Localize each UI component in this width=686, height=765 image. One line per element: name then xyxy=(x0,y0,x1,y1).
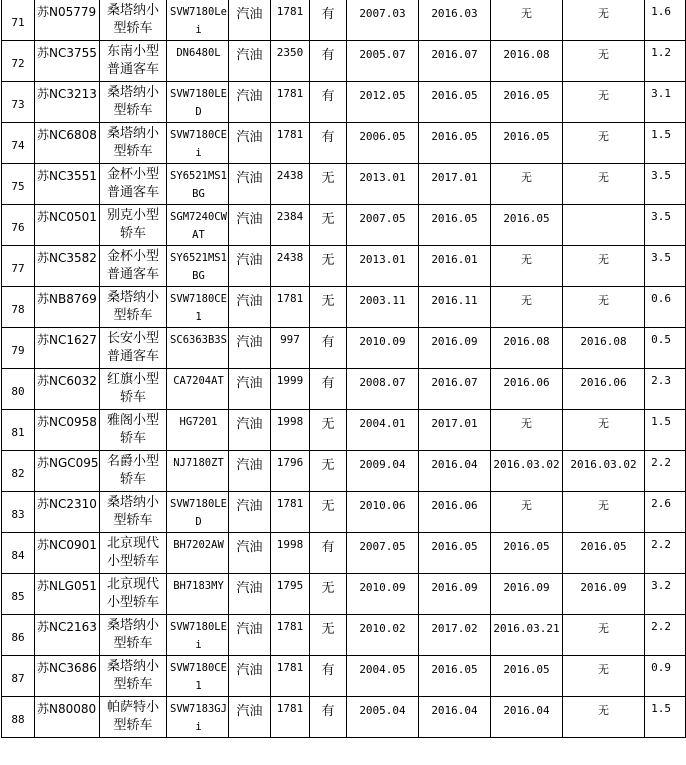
displacement: 1796 xyxy=(271,451,310,492)
vehicle-model: SVW7180CE1 xyxy=(167,656,229,697)
maintenance-date: 无 xyxy=(563,246,645,287)
vehicle-table-body xyxy=(2,0,686,738)
displacement: 2438 xyxy=(271,246,310,287)
displacement: 1999 xyxy=(271,369,310,410)
plate-number: 苏NLG051 xyxy=(35,574,100,615)
inspection-date: 2017.01 xyxy=(419,410,491,451)
table-row xyxy=(2,697,686,738)
row-index: 73 xyxy=(2,82,35,123)
register-date: 2006.05 xyxy=(347,123,419,164)
maintenance-date: 无 xyxy=(563,615,645,656)
row-index: 81 xyxy=(2,410,35,451)
amount-value: 0.9 xyxy=(645,656,686,697)
amount-value: 1.5 xyxy=(645,410,686,451)
has-flag: 无 xyxy=(310,246,347,287)
amount-value: 2.2 xyxy=(645,615,686,656)
maintenance-date: 2016.08 xyxy=(563,328,645,369)
inspection-date: 2016.05 xyxy=(419,205,491,246)
inspection-date: 2016.04 xyxy=(419,451,491,492)
displacement: 1781 xyxy=(271,492,310,533)
vehicle-model: SVW7180LEi xyxy=(167,615,229,656)
fuel-type: 汽油 xyxy=(229,451,271,492)
register-date: 2013.01 xyxy=(347,246,419,287)
displacement: 1998 xyxy=(271,533,310,574)
register-date: 2004.05 xyxy=(347,656,419,697)
row-index: 87 xyxy=(2,656,35,697)
amount-value: 2.2 xyxy=(645,533,686,574)
has-flag: 有 xyxy=(310,123,347,164)
register-date: 2005.04 xyxy=(347,697,419,738)
has-flag: 无 xyxy=(310,410,347,451)
table-row xyxy=(2,492,686,533)
table-row xyxy=(2,451,686,492)
amount-value: 2.2 xyxy=(645,451,686,492)
has-flag: 有 xyxy=(310,697,347,738)
vehicle-type: 雅阁小型轿车 xyxy=(100,410,167,451)
vehicle-model: SY6521MS1BG xyxy=(167,246,229,287)
row-index: 85 xyxy=(2,574,35,615)
insurance-date: 2016.05 xyxy=(491,205,563,246)
inspection-date: 2016.06 xyxy=(419,492,491,533)
fuel-type: 汽油 xyxy=(229,615,271,656)
vehicle-model: BH7183MY xyxy=(167,574,229,615)
row-index: 74 xyxy=(2,123,35,164)
register-date: 2008.07 xyxy=(347,369,419,410)
insurance-date: 无 xyxy=(491,164,563,205)
maintenance-date: 2016.06 xyxy=(563,369,645,410)
plate-number: 苏NC0501 xyxy=(35,205,100,246)
insurance-date: 2016.04 xyxy=(491,697,563,738)
vehicle-model: BH7202AW xyxy=(167,533,229,574)
has-flag: 有 xyxy=(310,0,347,41)
row-index: 86 xyxy=(2,615,35,656)
plate-number: 苏NC3755 xyxy=(35,41,100,82)
inspection-date: 2016.05 xyxy=(419,533,491,574)
table-row xyxy=(2,287,686,328)
displacement: 1781 xyxy=(271,123,310,164)
displacement: 2350 xyxy=(271,41,310,82)
vehicle-model: SVW7180LED xyxy=(167,492,229,533)
vehicle-type: 红旗小型轿车 xyxy=(100,369,167,410)
inspection-date: 2016.03 xyxy=(419,0,491,41)
has-flag: 有 xyxy=(310,656,347,697)
maintenance-date: 2016.09 xyxy=(563,574,645,615)
maintenance-date: 无 xyxy=(563,287,645,328)
maintenance-date: 无 xyxy=(563,123,645,164)
insurance-date: 2016.05 xyxy=(491,82,563,123)
has-flag: 无 xyxy=(310,615,347,656)
insurance-date: 无 xyxy=(491,287,563,328)
inspection-date: 2016.11 xyxy=(419,287,491,328)
row-index: 79 xyxy=(2,328,35,369)
row-index: 77 xyxy=(2,246,35,287)
maintenance-date: 无 xyxy=(563,697,645,738)
inspection-date: 2016.01 xyxy=(419,246,491,287)
register-date: 2007.05 xyxy=(347,533,419,574)
register-date: 2003.11 xyxy=(347,287,419,328)
register-date: 2007.05 xyxy=(347,205,419,246)
plate-number: 苏NC6808 xyxy=(35,123,100,164)
has-flag: 有 xyxy=(310,533,347,574)
fuel-type: 汽油 xyxy=(229,328,271,369)
vehicle-model: CA7204AT xyxy=(167,369,229,410)
table-row xyxy=(2,0,686,41)
inspection-date: 2017.02 xyxy=(419,615,491,656)
insurance-date: 2016.08 xyxy=(491,328,563,369)
vehicle-type: 名爵小型轿车 xyxy=(100,451,167,492)
insurance-date: 2016.03.21 xyxy=(491,615,563,656)
fuel-type: 汽油 xyxy=(229,41,271,82)
register-date: 2010.09 xyxy=(347,328,419,369)
register-date: 2010.09 xyxy=(347,574,419,615)
inspection-date: 2016.09 xyxy=(419,574,491,615)
amount-value: 3.5 xyxy=(645,205,686,246)
vehicle-model: NJ7180ZT xyxy=(167,451,229,492)
maintenance-date: 无 xyxy=(563,492,645,533)
maintenance-date: 无 xyxy=(563,82,645,123)
vehicle-type: 北京现代小型轿车 xyxy=(100,574,167,615)
plate-number: 苏NC0901 xyxy=(35,533,100,574)
fuel-type: 汽油 xyxy=(229,533,271,574)
displacement: 1781 xyxy=(271,615,310,656)
table-row xyxy=(2,82,686,123)
fuel-type: 汽油 xyxy=(229,656,271,697)
maintenance-date: 2016.05 xyxy=(563,533,645,574)
has-flag: 无 xyxy=(310,205,347,246)
fuel-type: 汽油 xyxy=(229,697,271,738)
table-row xyxy=(2,533,686,574)
displacement: 1781 xyxy=(271,0,310,41)
vehicle-type: 桑塔纳小型轿车 xyxy=(100,615,167,656)
vehicle-model: DN6480L xyxy=(167,41,229,82)
plate-number: 苏NC3551 xyxy=(35,164,100,205)
insurance-date: 无 xyxy=(491,492,563,533)
has-flag: 无 xyxy=(310,574,347,615)
inspection-date: 2016.07 xyxy=(419,369,491,410)
plate-number: 苏NC2163 xyxy=(35,615,100,656)
displacement: 1781 xyxy=(271,656,310,697)
insurance-date: 2016.06 xyxy=(491,369,563,410)
register-date: 2012.05 xyxy=(347,82,419,123)
vehicle-type: 桑塔纳小型轿车 xyxy=(100,82,167,123)
register-date: 2010.02 xyxy=(347,615,419,656)
table-row xyxy=(2,164,686,205)
has-flag: 无 xyxy=(310,164,347,205)
displacement: 997 xyxy=(271,328,310,369)
amount-value: 0.5 xyxy=(645,328,686,369)
displacement: 1781 xyxy=(271,82,310,123)
displacement: 1998 xyxy=(271,410,310,451)
insurance-date: 2016.08 xyxy=(491,41,563,82)
amount-value: 1.2 xyxy=(645,41,686,82)
maintenance-date: 2016.03.02 xyxy=(563,451,645,492)
vehicle-type: 桑塔纳小型轿车 xyxy=(100,656,167,697)
plate-number: 苏N80080 xyxy=(35,697,100,738)
amount-value: 1.5 xyxy=(645,697,686,738)
vehicle-type: 桑塔纳小型轿车 xyxy=(100,287,167,328)
vehicle-model: SGM7240CWAT xyxy=(167,205,229,246)
plate-number: 苏NC3686 xyxy=(35,656,100,697)
vehicle-type: 金杯小型普通客车 xyxy=(100,164,167,205)
vehicle-type: 桑塔纳小型轿车 xyxy=(100,123,167,164)
register-date: 2013.01 xyxy=(347,164,419,205)
vehicle-table xyxy=(1,0,686,738)
amount-value: 0.6 xyxy=(645,287,686,328)
displacement: 1781 xyxy=(271,287,310,328)
vehicle-model: HG7201 xyxy=(167,410,229,451)
table-row xyxy=(2,369,686,410)
maintenance-date: 无 xyxy=(563,0,645,41)
displacement: 2438 xyxy=(271,164,310,205)
maintenance-date: 无 xyxy=(563,410,645,451)
plate-number: 苏NC1627 xyxy=(35,328,100,369)
table-row xyxy=(2,615,686,656)
vehicle-type: 桑塔纳小型轿车 xyxy=(100,0,167,41)
insurance-date: 2016.03.02 xyxy=(491,451,563,492)
maintenance-date xyxy=(563,205,645,246)
vehicle-model: SY6521MS1BG xyxy=(167,164,229,205)
insurance-date: 2016.05 xyxy=(491,123,563,164)
insurance-date: 无 xyxy=(491,246,563,287)
register-date: 2010.06 xyxy=(347,492,419,533)
has-flag: 无 xyxy=(310,451,347,492)
vehicle-type: 桑塔纳小型轿车 xyxy=(100,492,167,533)
insurance-date: 2016.05 xyxy=(491,533,563,574)
row-index: 82 xyxy=(2,451,35,492)
plate-number: 苏N05779 xyxy=(35,0,100,41)
insurance-date: 2016.05 xyxy=(491,656,563,697)
table-row xyxy=(2,656,686,697)
inspection-date: 2016.07 xyxy=(419,41,491,82)
row-index: 76 xyxy=(2,205,35,246)
vehicle-type: 帕萨特小型轿车 xyxy=(100,697,167,738)
table-row xyxy=(2,410,686,451)
insurance-date: 2016.09 xyxy=(491,574,563,615)
plate-number: 苏NC3582 xyxy=(35,246,100,287)
vehicle-model: SVW7180LED xyxy=(167,82,229,123)
amount-value: 3.1 xyxy=(645,82,686,123)
register-date: 2009.04 xyxy=(347,451,419,492)
vehicle-model: SVW7180Lei xyxy=(167,0,229,41)
vehicle-type: 长安小型普通客车 xyxy=(100,328,167,369)
amount-value: 1.5 xyxy=(645,123,686,164)
inspection-date: 2017.01 xyxy=(419,164,491,205)
fuel-type: 汽油 xyxy=(229,205,271,246)
fuel-type: 汽油 xyxy=(229,123,271,164)
vehicle-model: SVW7180CE1 xyxy=(167,287,229,328)
register-date: 2004.01 xyxy=(347,410,419,451)
vehicle-model: SVW7180CEi xyxy=(167,123,229,164)
fuel-type: 汽油 xyxy=(229,574,271,615)
table-row xyxy=(2,205,686,246)
vehicle-model: SVW7183GJi xyxy=(167,697,229,738)
inspection-date: 2016.05 xyxy=(419,656,491,697)
inspection-date: 2016.09 xyxy=(419,328,491,369)
vehicle-model: SC6363B3S xyxy=(167,328,229,369)
row-index: 71 xyxy=(2,0,35,41)
displacement: 1795 xyxy=(271,574,310,615)
plate-number: 苏NC3213 xyxy=(35,82,100,123)
fuel-type: 汽油 xyxy=(229,492,271,533)
plate-number: 苏NB8769 xyxy=(35,287,100,328)
fuel-type: 汽油 xyxy=(229,410,271,451)
plate-number: 苏NC2310 xyxy=(35,492,100,533)
displacement: 1781 xyxy=(271,697,310,738)
fuel-type: 汽油 xyxy=(229,0,271,41)
table-row xyxy=(2,41,686,82)
displacement: 2384 xyxy=(271,205,310,246)
has-flag: 有 xyxy=(310,369,347,410)
register-date: 2005.07 xyxy=(347,41,419,82)
insurance-date: 无 xyxy=(491,410,563,451)
register-date: 2007.03 xyxy=(347,0,419,41)
row-index: 84 xyxy=(2,533,35,574)
inspection-date: 2016.05 xyxy=(419,82,491,123)
fuel-type: 汽油 xyxy=(229,82,271,123)
table-row xyxy=(2,574,686,615)
vehicle-type: 东南小型普通客车 xyxy=(100,41,167,82)
has-flag: 有 xyxy=(310,328,347,369)
amount-value: 1.6 xyxy=(645,0,686,41)
row-index: 80 xyxy=(2,369,35,410)
fuel-type: 汽油 xyxy=(229,369,271,410)
inspection-date: 2016.04 xyxy=(419,697,491,738)
vehicle-type: 别克小型轿车 xyxy=(100,205,167,246)
row-index: 72 xyxy=(2,41,35,82)
has-flag: 无 xyxy=(310,287,347,328)
row-index: 78 xyxy=(2,287,35,328)
amount-value: 3.2 xyxy=(645,574,686,615)
fuel-type: 汽油 xyxy=(229,246,271,287)
amount-value: 2.6 xyxy=(645,492,686,533)
vehicle-type: 北京现代小型轿车 xyxy=(100,533,167,574)
row-index: 75 xyxy=(2,164,35,205)
amount-value: 2.3 xyxy=(645,369,686,410)
vehicle-type: 金杯小型普通客车 xyxy=(100,246,167,287)
fuel-type: 汽油 xyxy=(229,287,271,328)
row-index: 88 xyxy=(2,697,35,738)
has-flag: 有 xyxy=(310,41,347,82)
has-flag: 无 xyxy=(310,492,347,533)
insurance-date: 无 xyxy=(491,0,563,41)
row-index: 83 xyxy=(2,492,35,533)
plate-number: 苏NC0958 xyxy=(35,410,100,451)
table-row xyxy=(2,246,686,287)
has-flag: 有 xyxy=(310,82,347,123)
table-row xyxy=(2,123,686,164)
maintenance-date: 无 xyxy=(563,656,645,697)
amount-value: 3.5 xyxy=(645,246,686,287)
inspection-date: 2016.05 xyxy=(419,123,491,164)
table-row xyxy=(2,328,686,369)
amount-value: 3.5 xyxy=(645,164,686,205)
maintenance-date: 无 xyxy=(563,164,645,205)
plate-number: 苏NGC095 xyxy=(35,451,100,492)
plate-number: 苏NC6032 xyxy=(35,369,100,410)
fuel-type: 汽油 xyxy=(229,164,271,205)
maintenance-date: 无 xyxy=(563,41,645,82)
